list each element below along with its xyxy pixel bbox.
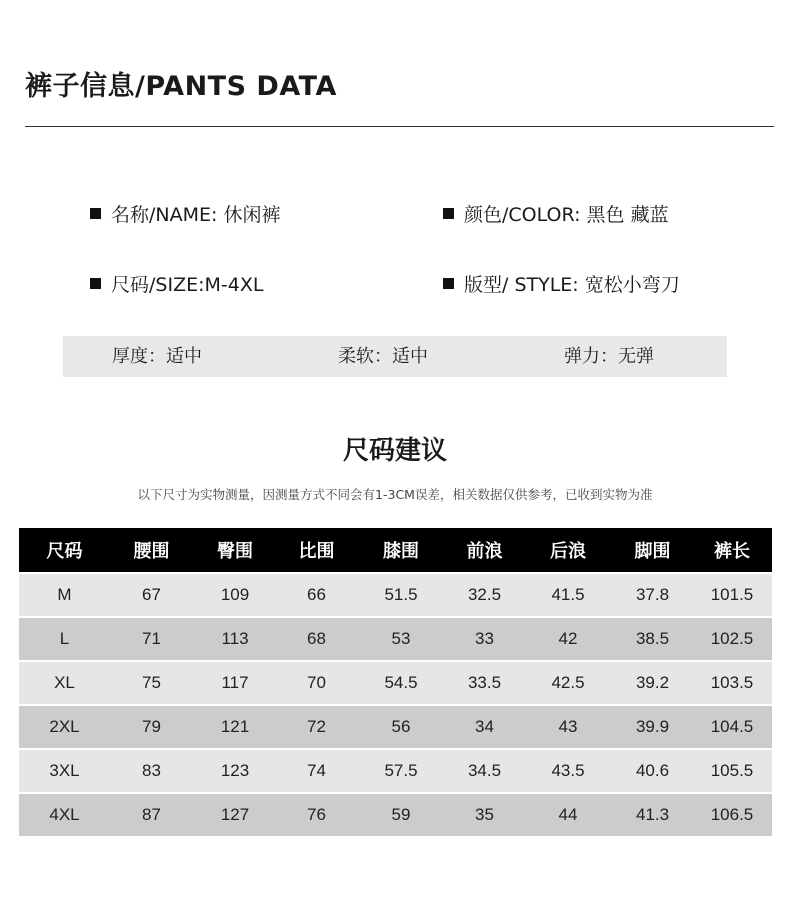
square-bullet-icon xyxy=(443,208,454,219)
table-cell: 38.5 xyxy=(613,616,692,660)
col-header: 尺码 xyxy=(19,528,110,572)
col-header: 脚围 xyxy=(613,528,692,572)
size-table xyxy=(19,528,772,836)
table-cell: 43.5 xyxy=(523,748,613,792)
table-cell: 123 xyxy=(193,748,277,792)
table-cell: 56 xyxy=(356,704,446,748)
table-cell: 103.5 xyxy=(692,660,772,704)
info-style xyxy=(443,270,680,297)
table-cell: 53 xyxy=(356,616,446,660)
info-color-text: 颜色/COLOR: 黑色 藏蓝 xyxy=(464,204,669,226)
table-cell: 57.5 xyxy=(356,748,446,792)
table-cell: 4XL xyxy=(19,792,110,836)
col-header: 前浪 xyxy=(446,528,523,572)
table-cell: 40.6 xyxy=(613,748,692,792)
table-cell: 113 xyxy=(193,616,277,660)
info-style-text: 版型/ STYLE: 宽松小弯刀 xyxy=(464,274,680,296)
size-section-title: 尺码建议 xyxy=(342,436,447,466)
table-cell: 109 xyxy=(193,572,277,616)
table-cell: 34.5 xyxy=(446,748,523,792)
table-row xyxy=(19,616,772,660)
table-cell: 43 xyxy=(523,704,613,748)
table-cell: 101.5 xyxy=(692,572,772,616)
table-cell: 71 xyxy=(110,616,193,660)
info-color xyxy=(443,200,669,227)
table-cell: 42.5 xyxy=(523,660,613,704)
table-cell: 105.5 xyxy=(692,748,772,792)
square-bullet-icon xyxy=(90,208,101,219)
table-cell: 76 xyxy=(277,792,356,836)
table-cell: 59 xyxy=(356,792,446,836)
attr-thickness: 厚度：适中 xyxy=(112,346,202,367)
table-cell: 35 xyxy=(446,792,523,836)
table-cell: 33 xyxy=(446,616,523,660)
col-header: 后浪 xyxy=(523,528,613,572)
table-row xyxy=(19,660,772,704)
table-cell: 83 xyxy=(110,748,193,792)
table-cell: 87 xyxy=(110,792,193,836)
table-cell: XL xyxy=(19,660,110,704)
table-cell: 66 xyxy=(277,572,356,616)
table-cell: 75 xyxy=(110,660,193,704)
table-cell: M xyxy=(19,572,110,616)
table-cell: 41.3 xyxy=(613,792,692,836)
table-cell: 70 xyxy=(277,660,356,704)
title-divider xyxy=(25,126,774,127)
info-name-text: 名称/NAME: 休闲裤 xyxy=(111,204,281,226)
page-title: 裤子信息/PANTS DATA xyxy=(25,71,337,102)
table-cell: 3XL xyxy=(19,748,110,792)
table-cell: 74 xyxy=(277,748,356,792)
table-cell: 42 xyxy=(523,616,613,660)
table-cell: L xyxy=(19,616,110,660)
table-cell: 2XL xyxy=(19,704,110,748)
square-bullet-icon xyxy=(90,278,101,289)
attr-softness: 柔软：适中 xyxy=(338,346,428,367)
table-cell: 72 xyxy=(277,704,356,748)
table-cell: 51.5 xyxy=(356,572,446,616)
table-row xyxy=(19,792,772,836)
col-header: 膝围 xyxy=(356,528,446,572)
col-header: 比围 xyxy=(277,528,356,572)
table-cell: 102.5 xyxy=(692,616,772,660)
table-cell: 54.5 xyxy=(356,660,446,704)
table-row xyxy=(19,572,772,616)
table-cell: 104.5 xyxy=(692,704,772,748)
attr-elasticity: 弹力：无弹 xyxy=(564,346,654,367)
table-cell: 32.5 xyxy=(446,572,523,616)
table-cell: 127 xyxy=(193,792,277,836)
table-cell: 79 xyxy=(110,704,193,748)
table-header-row xyxy=(19,528,772,572)
table-cell: 67 xyxy=(110,572,193,616)
table-cell: 121 xyxy=(193,704,277,748)
table-cell: 41.5 xyxy=(523,572,613,616)
col-header: 臀围 xyxy=(193,528,277,572)
table-cell: 39.9 xyxy=(613,704,692,748)
info-size-text: 尺码/SIZE:M-4XL xyxy=(111,274,264,296)
table-cell: 33.5 xyxy=(446,660,523,704)
table-row xyxy=(19,704,772,748)
col-header: 腰围 xyxy=(110,528,193,572)
table-cell: 39.2 xyxy=(613,660,692,704)
table-cell: 68 xyxy=(277,616,356,660)
info-size xyxy=(90,270,263,297)
table-cell: 34 xyxy=(446,704,523,748)
table-row xyxy=(19,748,772,792)
table-cell: 106.5 xyxy=(692,792,772,836)
table-cell: 37.8 xyxy=(613,572,692,616)
col-header: 裤长 xyxy=(692,528,772,572)
info-name xyxy=(90,200,280,227)
attribute-bar xyxy=(63,336,727,377)
table-cell: 117 xyxy=(193,660,277,704)
square-bullet-icon xyxy=(443,278,454,289)
table-cell: 44 xyxy=(523,792,613,836)
size-section-note: 以下尺寸为实物测量，因测量方式不同会有1-3CM误差，相关数据仅供参考，已收到实物为准 xyxy=(137,487,653,502)
